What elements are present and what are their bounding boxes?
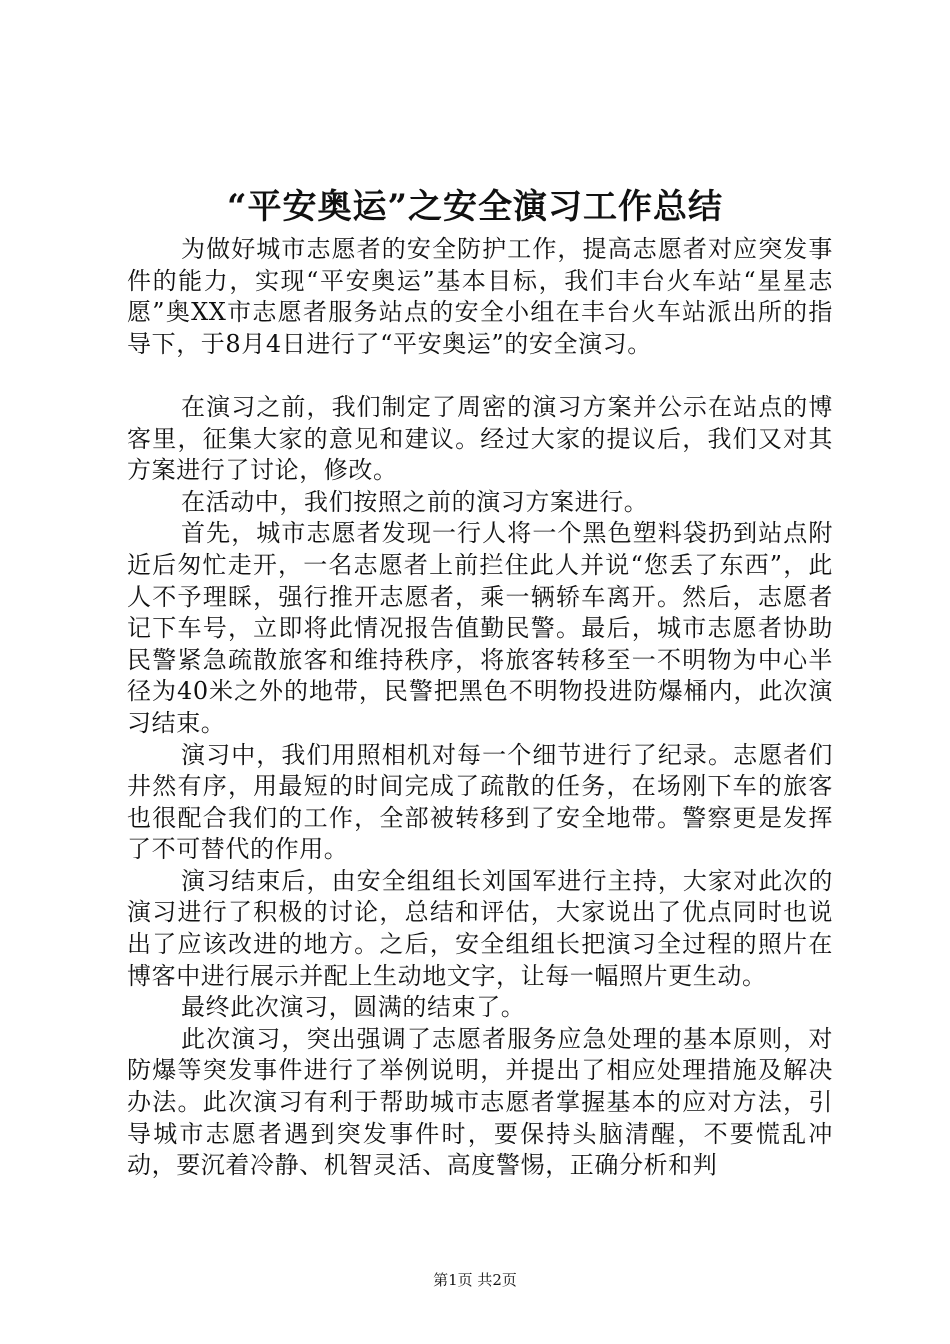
page-footer: 第1页 共2页	[433, 1271, 517, 1289]
paragraph-activity: 在活动中，我们按照之前的演习方案进行。	[181, 487, 649, 516]
paragraph-intro: 为做好城市志愿者的安全防护工作，提高志愿者对应突发事件的能力，实现“平安奥运”基本目标，我们丰台火车站“星星志愿”奥XX市志愿者服务站点的安全小组在丰台火车站派出所的指导下，于8月4日进行了“平安奥运”的安全演习。	[127, 235, 833, 358]
paragraph-summary: 此次演习，突出强调了志愿者服务应急处理的基本原则，对防爆等突发事件进行了举例说明，并提出了相应处理措施及解决办法。此次演习有利于帮助城市志愿者掌握基本的应对方法，引导城市志愿者遇到突发事件时，要保持头脑清醒，不要慌乱冲动，要沉着冷静、机智灵活、高度警惕，正确分析和判	[127, 1024, 833, 1180]
paragraph-process: 首先，城市志愿者发现一行人将一个黑色塑料袋扔到站点附近后匆忙走开，一名志愿者上前拦住此人并说“您丢了东西”，此人不予理睬，强行推开志愿者，乘一辆轿车离开。然后，志愿者记下车号，立即将此情况报告值勤民警。最后，城市志愿者协助民警紧急疏散旅客和维持秩序，将旅客转移至一不明物为中心半径为40米之外的地带，民警把黑色不明物投进防爆桶内，此次演习结束。	[127, 519, 833, 737]
document-title: “平安奥运”之安全演习工作总结	[226, 187, 724, 227]
paragraph-after-drill: 演习结束后，由安全组组长刘国军进行主持，大家对此次的演习进行了积极的讨论，总结和评估，大家说出了优点同时也说出了应该改进的地方。之后，安全组组长把演习全过程的照片在博客中进行展示并配上生动地文字，让每一幅照片更生动。	[127, 866, 833, 990]
paragraph-during-drill: 演习中，我们用照相机对每一个细节进行了纪录。志愿者们井然有序，用最短的时间完成了疏散的任务，在场刚下车的旅客也很配合我们的工作，全部被转移到了安全地带。警察更是发挥了不可替代的作用。	[127, 740, 833, 864]
paragraph-conclusion: 最终此次演习，圆满的结束了。	[181, 993, 526, 1022]
document-body	[127, 234, 833, 1182]
paragraph-preparation: 在演习之前，我们制定了周密的演习方案并公示在站点的博客里，征集大家的意见和建议。经过大家的提议后，我们又对其方案进行了讨论，修改。	[127, 392, 833, 485]
